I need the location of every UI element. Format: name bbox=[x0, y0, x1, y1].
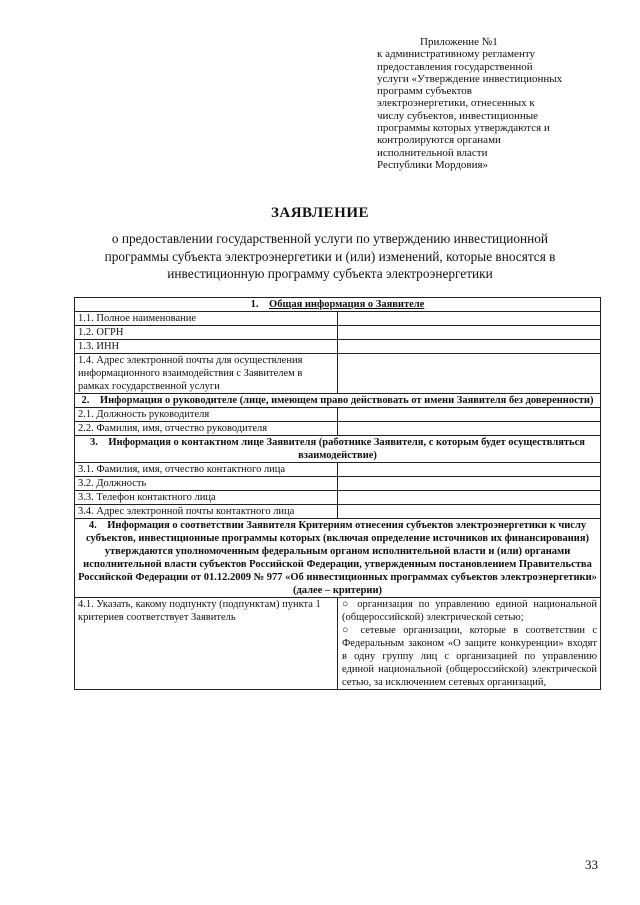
field-value[interactable] bbox=[338, 422, 601, 436]
section-number: 1. bbox=[250, 299, 259, 310]
appendix-note bbox=[377, 36, 617, 171]
field-label: 2.1. Должность руководителя bbox=[75, 408, 338, 422]
table-row bbox=[75, 340, 601, 354]
field-value[interactable] bbox=[338, 326, 601, 340]
page-number: 33 bbox=[585, 857, 598, 872]
table-row bbox=[75, 491, 601, 505]
appendix-line: контролируются органами bbox=[377, 134, 501, 147]
field-value[interactable] bbox=[338, 408, 601, 422]
field-value[interactable] bbox=[338, 491, 601, 505]
appendix-line: числу субъектов, инвестиционные bbox=[377, 109, 539, 122]
table-row bbox=[75, 505, 601, 519]
section-title: Информация о руководителе (лице, имеющем право действовать от имени Заявителя без доверенности) bbox=[99, 395, 594, 406]
document-subtitle: о предоставлении государственной услуги по утверждению инвестиционной программы субъекта электроэнергетики и (или) изменений, которые вносятся в инвестиционную программу субъекта электроэнергетики bbox=[104, 231, 556, 281]
field-label: 1.1. Полное наименование bbox=[75, 312, 338, 326]
section-header-row bbox=[75, 298, 601, 312]
section-1-heading bbox=[75, 298, 601, 312]
application-form-table bbox=[74, 297, 601, 690]
field-label: 3.2. Должность bbox=[75, 477, 338, 491]
table-row bbox=[75, 408, 601, 422]
section-4-heading bbox=[75, 519, 601, 598]
section-header-row bbox=[75, 394, 601, 408]
appendix-line: к административному регламенту bbox=[377, 48, 535, 61]
field-label: 1.2. ОГРН bbox=[75, 326, 338, 340]
table-row bbox=[75, 598, 601, 690]
section-2-heading bbox=[75, 394, 601, 408]
field-value[interactable] bbox=[338, 312, 601, 326]
criteria-options bbox=[338, 598, 601, 690]
section-header-row bbox=[75, 436, 601, 463]
field-label: 1.3. ИНН bbox=[75, 340, 338, 354]
section-3-heading bbox=[75, 436, 601, 463]
appendix-line: Республики Мордовия» bbox=[377, 158, 489, 171]
field-value[interactable] bbox=[338, 340, 601, 354]
section-number: 2. bbox=[81, 395, 90, 406]
table-row bbox=[75, 477, 601, 491]
appendix-line: предоставления государственной bbox=[377, 60, 533, 73]
section-header-row bbox=[75, 519, 601, 598]
appendix-line: услуги «Утверждение инвестиционных bbox=[377, 72, 563, 85]
field-label: 3.3. Телефон контактного лица bbox=[75, 491, 338, 505]
field-label: 2.2. Фамилия, имя, отчество руководителя bbox=[75, 422, 338, 436]
section-number: 4. bbox=[88, 520, 97, 531]
appendix-line: исполнительной власти bbox=[377, 146, 488, 159]
table-row bbox=[75, 463, 601, 477]
field-value[interactable] bbox=[338, 354, 601, 394]
appendix-line: программ субъектов bbox=[377, 85, 472, 98]
field-label: 4.1. Указать, какому подпункту (подпунктам) пункта 1 критериев соответствует Заявитель bbox=[75, 598, 338, 690]
table-row bbox=[75, 354, 601, 394]
field-label: 1.4. Адрес электронной почты для осуществления информационного взаимодействия с Заявителем в рамках государственной услуги bbox=[75, 354, 338, 394]
appendix-line: Приложение №1 bbox=[420, 36, 498, 48]
document-title: ЗАЯВЛЕНИЕ bbox=[270, 205, 370, 221]
appendix-line: программы которых утверждаются и bbox=[377, 122, 550, 135]
appendix-line: электроэнергетики, отнесенных к bbox=[377, 97, 535, 110]
table-row bbox=[75, 326, 601, 340]
field-value[interactable] bbox=[338, 463, 601, 477]
table-row bbox=[75, 312, 601, 326]
section-title: Информация о соответствии Заявителя Критериям отнесения субъектов электроэнергетики к числу субъектов, инвестиционные программы которых (включая определение источников их финансирования) утверждаются уполномоченным федеральным органом исполнительной власти и (или) органами исполнительной власти субъектов Российской Федерации, утвержденным постановлением Правительства Российской Федерации от 01.12.2009 № 977 «Об инвестиционных программах субъектов электроэнергетики» (далее – критерии) bbox=[78, 520, 597, 596]
section-title: Общая информация о Заявителе bbox=[269, 299, 425, 310]
section-number: 3. bbox=[90, 437, 98, 448]
criteria-option[interactable]: ○ организация по управлению единой национальной (общероссийской) электрической сетью; bbox=[342, 599, 597, 623]
table-row bbox=[75, 422, 601, 436]
criteria-option[interactable]: ○ сетевые организации, которые в соответствии с Федеральным законом «О защите конкуренции» входят в одну группу лиц с организацией по управлению единой национальной (общероссийской) электрической сетью, за исключением сетевых организаций, bbox=[342, 625, 597, 688]
section-title: Информация о контактном лице Заявителя (работнике Заявителя, с которым будет осуществляться взаимодействие) bbox=[108, 437, 585, 461]
field-value[interactable] bbox=[338, 477, 601, 491]
field-label: 3.4. Адрес электронной почты контактного лица bbox=[75, 505, 338, 519]
field-label: 3.1. Фамилия, имя, отчество контактного лица bbox=[75, 463, 338, 477]
field-value[interactable] bbox=[338, 505, 601, 519]
